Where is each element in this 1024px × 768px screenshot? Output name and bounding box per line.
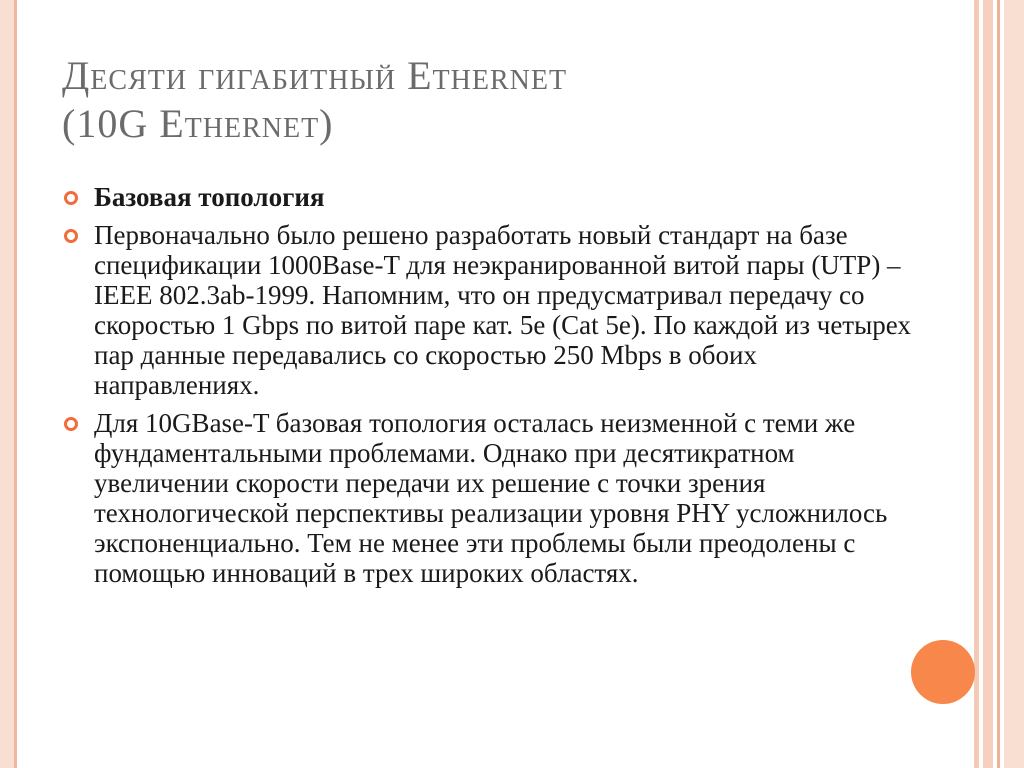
bullet-item-original-standard <box>62 220 912 400</box>
bullet-text: Для 10GBase-T базовая топология осталась неизменной с теми же фундаментальными проблемами. Однако при десятикратном увеличении скорости передачи их решение с точки зрения технологической перспективы реализации уровня PHY усложнилось экспоненциально. Тем не менее эти проблемы были преодолены с помощью инноваций в трех широких областях. <box>94 408 888 588</box>
bullet-text: Первоначально было решено разработать новый стандарт на базе спецификации 1000Base-T для неэкранированной витой пары (UTP) – IEEE 802.3ab-1999. Напомним, что он предусматривал передачу со скоростью 1 Gbps по витой паре кат. 5е (Cat 5e). По каждой из четырех пар данные передавались со скоростью 250 Mbps в обоих направлениях. <box>94 220 911 400</box>
bullet-circle-icon <box>64 191 78 205</box>
left-border-stripe <box>0 0 14 768</box>
decorative-orange-circle <box>911 640 975 704</box>
slide-title <box>62 52 922 148</box>
bullet-circle-icon <box>64 229 78 243</box>
right-border-stripe-2 <box>1004 0 1024 768</box>
right-border-stripe-1 <box>983 0 993 768</box>
bullet-circle-icon <box>64 417 78 431</box>
bullet-heading: Базовая топология <box>94 182 325 212</box>
left-border-line <box>14 0 17 768</box>
bullet-item-10gbase-t <box>62 408 912 588</box>
bullet-item-topology <box>62 182 912 212</box>
right-border-line-1 <box>974 0 979 768</box>
slide-title-line-1: Десяти гигабитный Ethernet <box>62 53 568 98</box>
slide-content <box>62 182 912 596</box>
right-border-line-2 <box>997 0 1000 768</box>
slide-title-line-2: (10G Ethernet) <box>62 101 334 146</box>
